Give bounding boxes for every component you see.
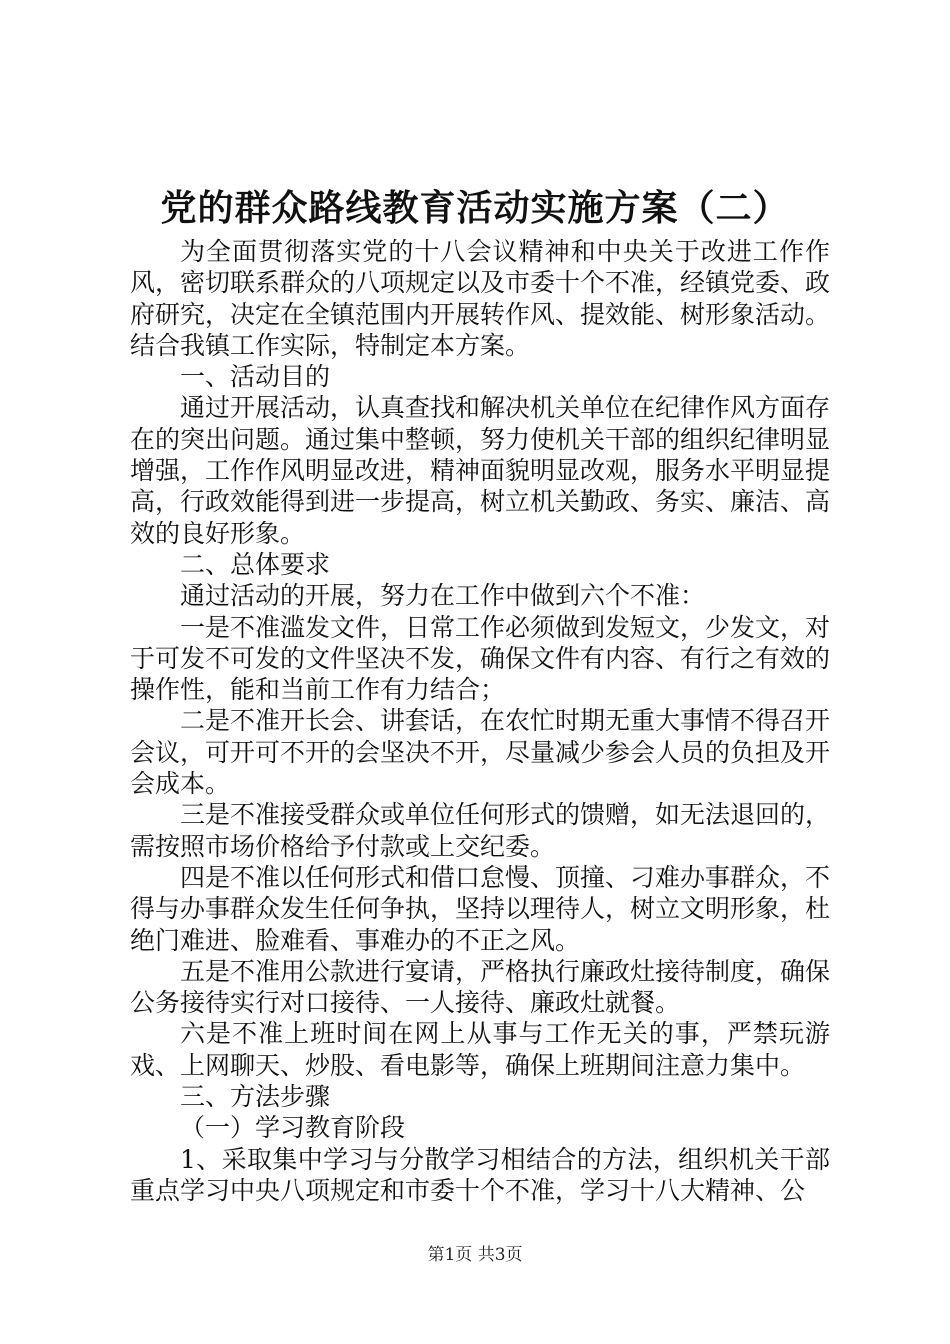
rule-paragraph-1: 一是不准滥发文件，日常工作必须做到发短文，少发文，对于可发不可发的文件坚决不发，确保文件有内容、有行之有效的操作性，能和当前工作有力结合；	[130, 612, 831, 705]
rule-paragraph-2: 二是不准开长会、讲套话，在农忙时期无重大事情不得召开会议，可开可不开的会坚决不开，尽量减少参会人员的负担及开会成本。	[130, 706, 831, 799]
rule-paragraph-4: 四是不准以任何形式和借口怠慢、顶撞、刁难办事群众，不得与办事群众发生任何争执，坚持以理待人，树立文明形象，杜绝门难进、脸难看、事难办的不正之风。	[130, 862, 831, 955]
section-heading-requirements: 二、总体要求	[180, 549, 331, 579]
rule-paragraph-5: 五是不准用公款进行宴请，严格执行廉政灶接待制度，确保公务接待实行对口接待、一人接待、廉政灶就餐。	[130, 956, 831, 1018]
rule-paragraph-3: 三是不准接受群众或单位任何形式的馈赠，如无法退回的，需按照市场价格给予付款或上交纪委。	[130, 800, 831, 861]
rule-paragraph-6: 六是不准上班时间在网上从事与工作无关的事，严禁玩游戏、上网聊天、炒股、看电影等，确保上班期间注意力集中。	[130, 1019, 830, 1080]
section-heading-purpose: 一、活动目的	[180, 362, 331, 392]
page-footer: 第1页 共3页	[427, 1245, 523, 1265]
purpose-paragraph: 通过开展活动，认真查找和解决机关单位在纪律作风方面存在的突出问题。通过集中整顿，努力使机关干部的组织纪律明显增强，工作作风明显改进，精神面貌明显改观，服务水平明显提高，行政效能得到进一步提高，树立机关勤政、务实、廉洁、高效的良好形象。	[130, 393, 831, 548]
intro-paragraph: 为全面贯彻落实党的十八会议精神和中央关于改进工作作风，密切联系群众的八项规定以及市委十个不准，经镇党委、政府研究，决定在全镇范围内开展转作风、提效能、树形象活动。结合我镇工作实际，特制定本方案。	[130, 237, 831, 360]
requirements-intro-paragraph: 通过活动的开展，努力在工作中做到六个不准：	[180, 581, 706, 611]
document-title: 党的群众路线教育活动实施方案（二）	[160, 187, 790, 229]
study-paragraph-1: 1、采取集中学习与分散学习相结合的方法，组织机关干部重点学习中央八项规定和市委十个不准，学习十八大精神、公	[130, 1144, 830, 1205]
section-heading-steps: 三、方法步骤	[180, 1082, 331, 1112]
document-body	[130, 236, 830, 1206]
subsection-heading-study: （一）学习教育阶段	[180, 1113, 406, 1143]
